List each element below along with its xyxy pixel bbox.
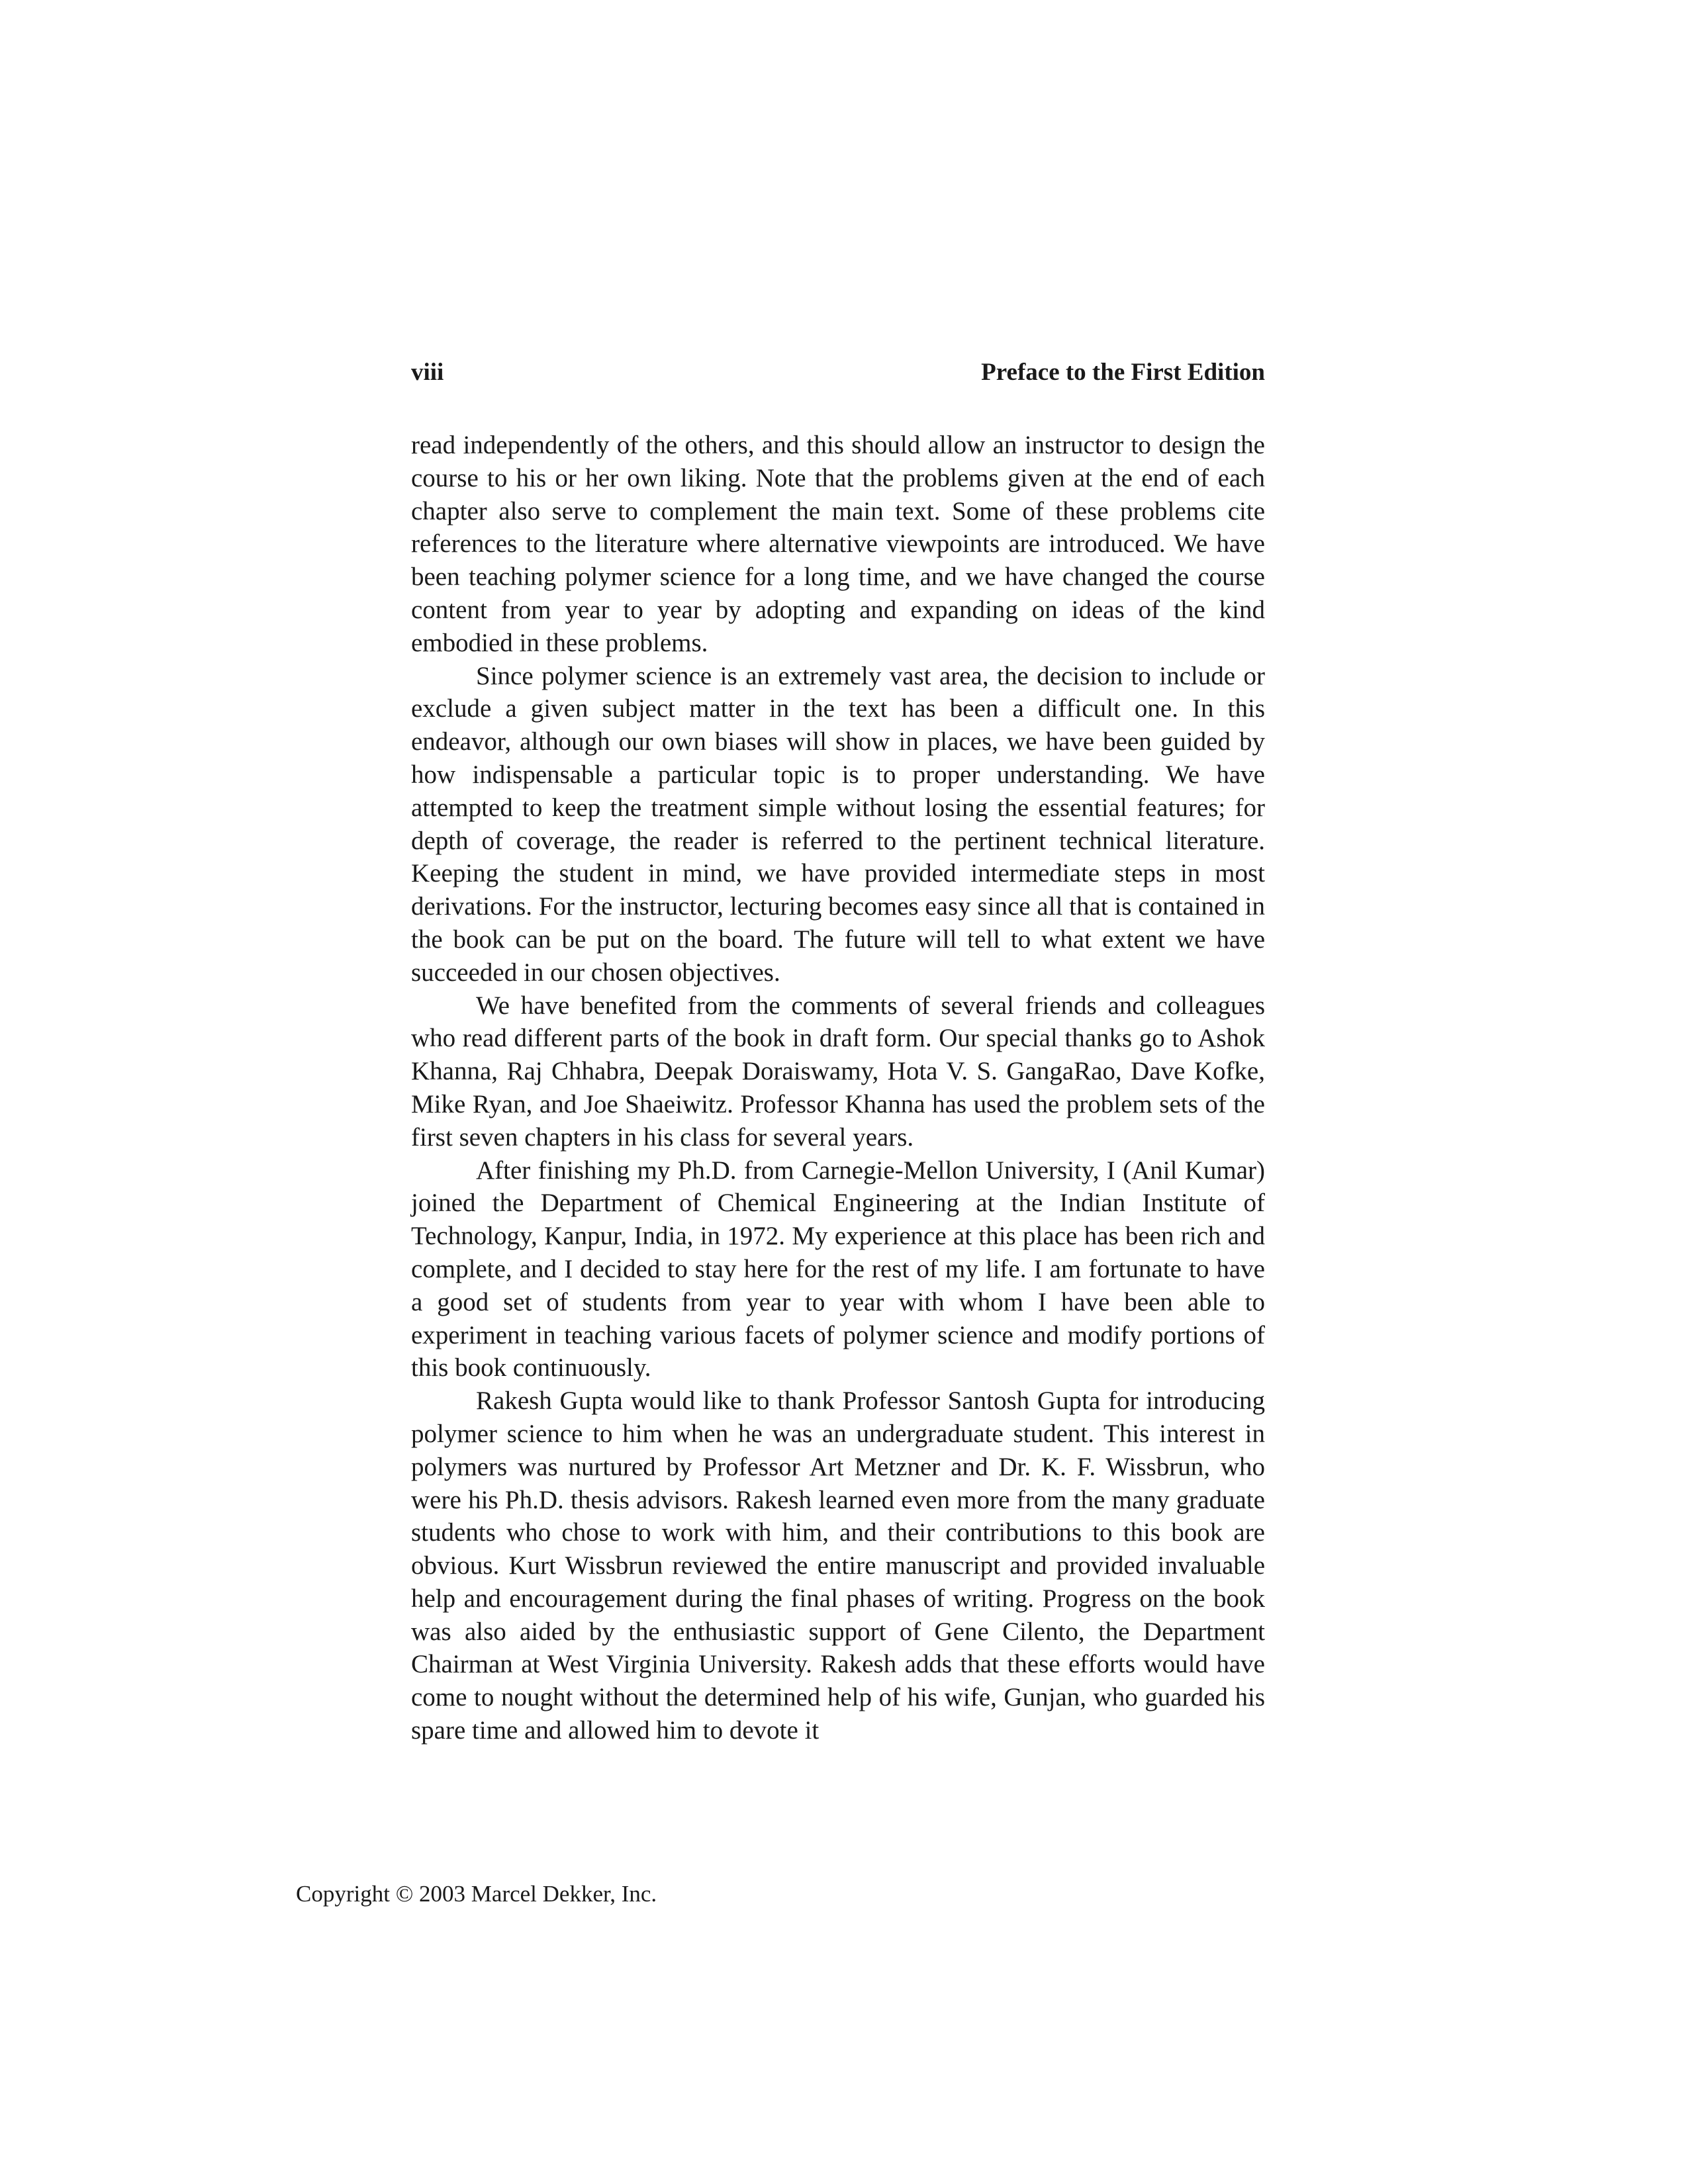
copyright-notice: Copyright © 2003 Marcel Dekker, Inc. — [296, 1881, 657, 1907]
paragraph-rakesh-gupta: Rakesh Gupta would like to thank Professor Santosh Gupta for introducing polymer science to him when he was an undergraduate student. This interest in polymers was nurtured by Professor Art Metzner and Dr. K. F. Wissbrun, who were his Ph.D. thesis advisors. Rakesh learned even more from the many graduate students who chose to work with him, and their contributions to this book are obvious. Kurt Wissbrun reviewed the entire manuscript and provided invaluable help and encouragement during the final phases of writing. Progress on the book was also aided by the enthusiastic support of Gene Cilento, the Department Chairman at West Virginia University. Rakesh adds that these efforts would have come to nought without the determined help of his wife, Gunjan, who guarded his spare time and allowed him to devote it — [411, 1387, 1265, 1745]
page-header — [411, 354, 1265, 391]
page-number: viii — [411, 359, 444, 386]
paragraph-anil-kumar: After finishing my Ph.D. from Carnegie-Mellon University, I (Anil Kumar) joined the Department of Chemical Engineering at the Indian Institute of Technology, Kanpur, India, in 1972. My experience at this place has been rich and complete, and I decided to stay here for the rest of my life. I am fortunate to have a good set of students from year to year with whom I have been able to experiment in teaching various facets of polymer science and modify portions of this book continuously. — [411, 1156, 1265, 1383]
paragraph-acknowledgments: We have benefited from the comments of several friends and colleagues who read different parts of the book in draft form. Our special thanks go to Ashok Khanna, Raj Chhabra, Deepak Doraiswamy, Hota V. S. GangaRao, Dave Kofke, Mike Ryan, and Joe Shaeiwitz. Professor Khanna has used the problem sets of the first seven chapters in his class for several years. — [411, 991, 1265, 1152]
paragraph-scope: Since polymer science is an extremely vast area, the decision to include or exclude a given subject matter in the text has been a difficult one. In this endeavor, although our own biases will show in places, we have been guided by how indispensable a particular topic is to proper understanding. We have attempted to keep the treatment simple without losing the essential features; for depth of coverage, the reader is referred to the pertinent technical literature. Keeping the student in mind, we have provided intermediate steps in most derivations. For the instructor, lecturing becomes easy since all that is contained in the book can be put on the board. The future will tell to what extent we have succeeded in our chosen objectives. — [411, 661, 1265, 987]
paragraph-continued: read independently of the others, and this should allow an instructor to design the course to his or her own liking. Note that the problems given at the end of each chapter also serve to complement the main text. Some of these problems cite references to the literature where alternative viewpoints are introduced. We have been teaching polymer science for a long time, and we have changed the course content from year to year by adopting and expanding on ideas of the kind embodied in these problems. — [411, 431, 1265, 657]
body-text — [411, 429, 1265, 1747]
running-head: Preface to the First Edition — [981, 359, 1265, 386]
